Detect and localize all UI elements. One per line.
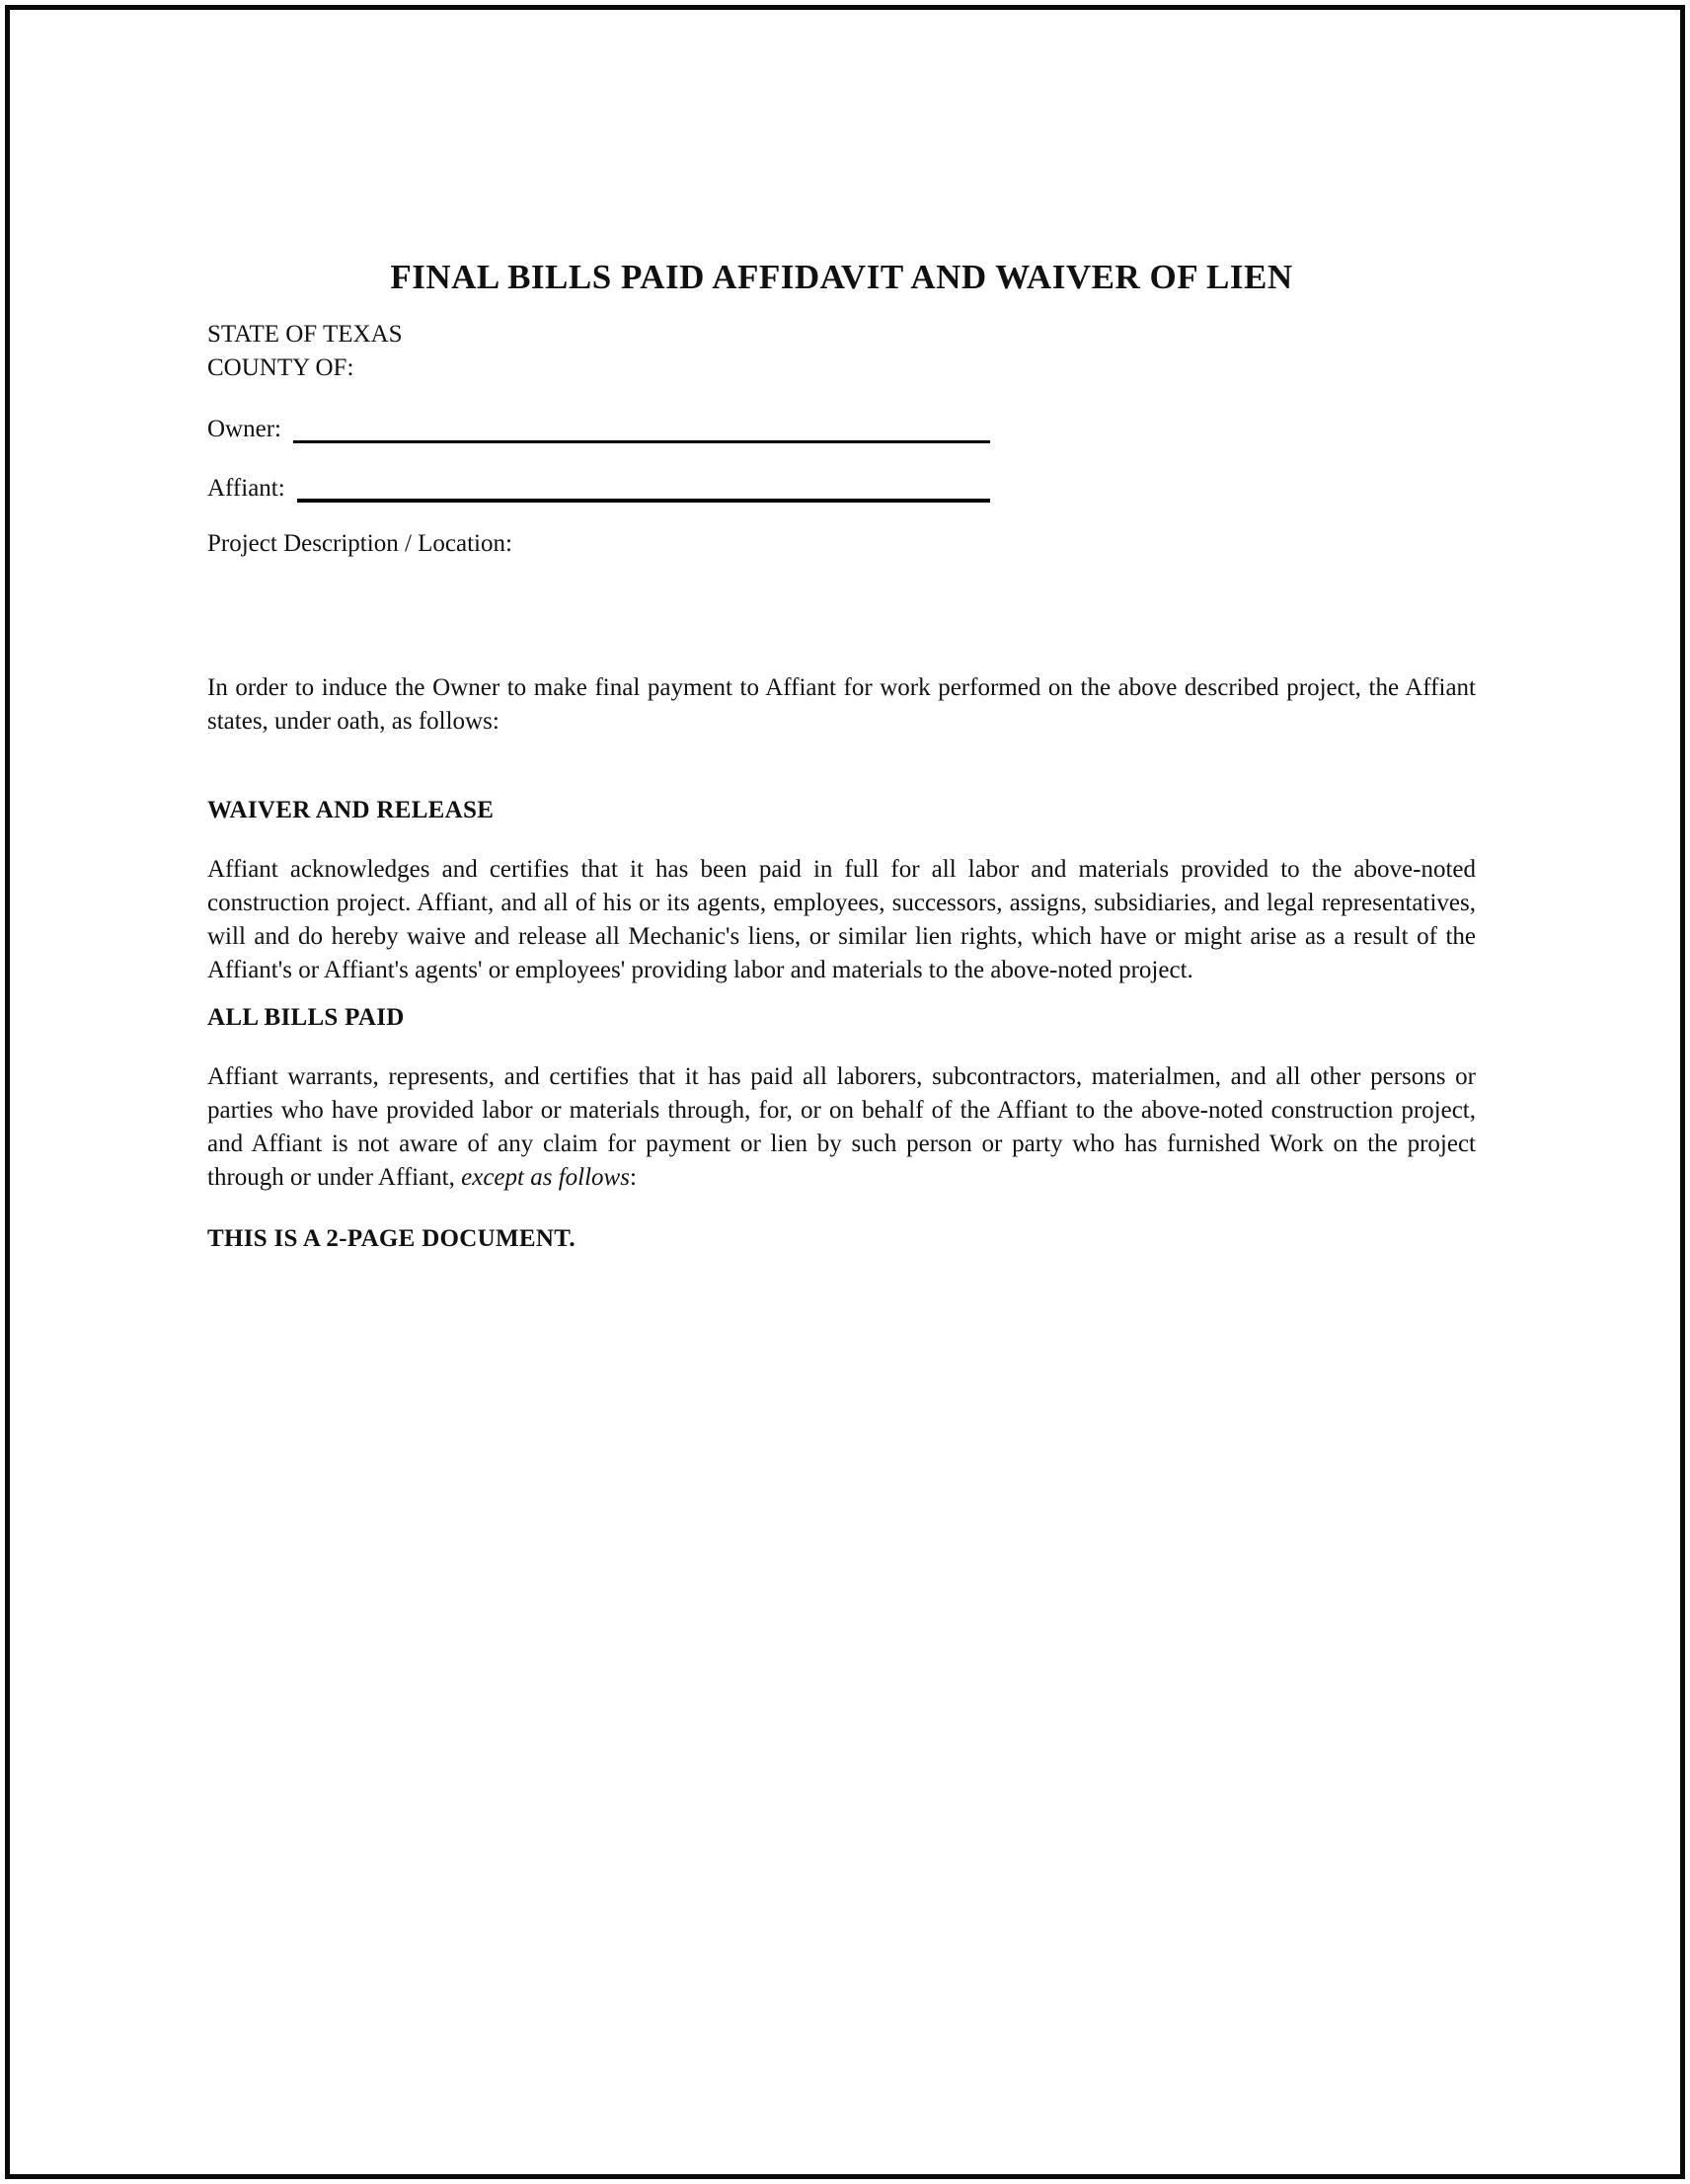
except-as-follows-italic-text: except as follows — [461, 1164, 630, 1191]
jurisdiction-block — [207, 318, 1476, 385]
page-border — [5, 5, 1685, 2179]
waiver-and-release-heading: WAIVER AND RELEASE — [207, 797, 495, 823]
all-bills-paid-text: Affiant warrants, represents, and certifies that it has paid all laborers, subcontractors, materialmen, and all other persons or parties who have provided labor or materials through, for, or on behalf of the Affiant to the above-noted construction project, and Affiant is not aware of any claim for payment or lien by such person or party who has furnished Work on the project through or under Affiant, — [207, 1063, 1476, 1191]
state-line: STATE OF TEXAS — [207, 321, 403, 348]
affiant-label: Affiant: — [207, 475, 285, 502]
project-field-row — [207, 527, 1476, 561]
document-title: FINAL BILLS PAID AFFIDAVIT AND WAIVER OF LIEN — [390, 258, 1293, 296]
owner-blank-field[interactable] — [293, 411, 990, 443]
all-bills-paid-heading: ALL BILLS PAID — [207, 1004, 405, 1031]
two-page-document-notice: THIS IS A 2-PAGE DOCUMENT. — [207, 1225, 576, 1252]
affiant-blank-field[interactable] — [297, 469, 990, 503]
project-description-label: Project Description / Location: — [207, 530, 512, 557]
affiant-field-row — [207, 472, 1476, 506]
owner-label: Owner: — [207, 416, 281, 442]
document-body — [207, 10, 1476, 1256]
intro-paragraph: In order to induce the Owner to make final payment to Affiant for work performed on the above described project, the Affiant states, under oath, as follows: — [207, 674, 1476, 735]
county-line: COUNTY OF: — [207, 354, 354, 381]
all-bills-paid-colon: : — [629, 1164, 637, 1191]
all-bills-paid-paragraph — [207, 1060, 1476, 1195]
owner-field-row — [207, 413, 1476, 446]
waiver-and-release-paragraph: Affiant acknowledges and certifies that it has been paid in full for all labor and materials provided to the above-noted construction project. Affiant, and all of his or its agents, employees, successors, assigns, subsidiaries, and legal representatives, will and do hereby waive and release all Mechanic's liens, or similar lien rights, which have or might arise as a result of the Affiant's or Affiant's agents' or employees' providing labor and materials to the above-noted project. — [207, 856, 1476, 983]
